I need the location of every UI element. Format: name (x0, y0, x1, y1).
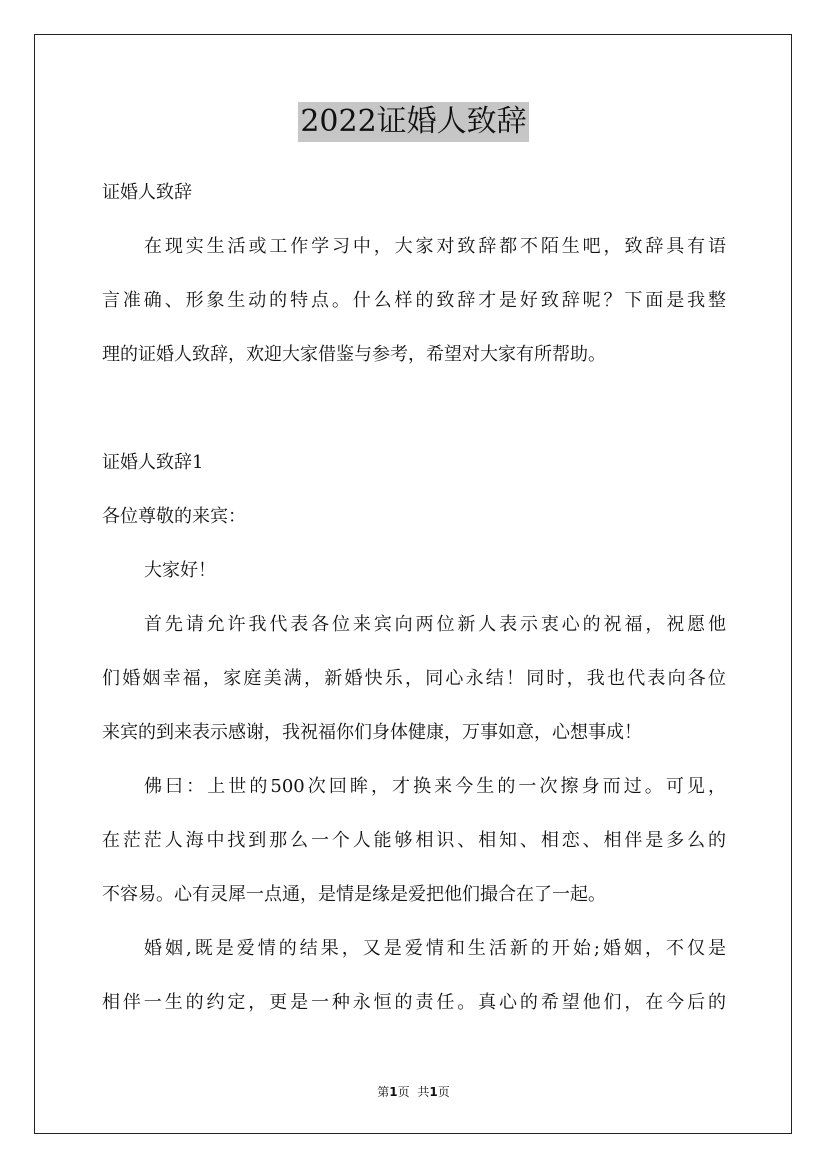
footer-page-suffix: 页 (397, 1085, 410, 1099)
paragraph-line: 言准确、形象生动的特点。什么样的致辞才是好致辞呢？下面是我整 (102, 290, 726, 311)
footer-page-prefix: 第 (377, 1085, 390, 1099)
paragraph-line: 来宾的到来表示感谢，我祝福你们身体健康，万事如意，心想事成！ (102, 722, 642, 743)
paragraph-line: 理的证婚人致辞，欢迎大家借鉴与参考，希望对大家有所帮助。 (102, 344, 606, 365)
paragraph-line: 婚姻,既是爱情的结果，又是爱情和生活新的开始;婚姻，不仅是 (144, 938, 726, 959)
paragraph-line: 们婚姻幸福，家庭美满，新婚快乐，同心永结！同时，我也代表向各位 (102, 668, 726, 689)
paragraph-line: 佛曰：上世的500次回眸，才换来今生的一次擦身而过。可见， (144, 776, 726, 797)
title-container (0, 102, 827, 142)
footer-page-number: 1 (389, 1085, 398, 1099)
footer-total-suffix: 页 (437, 1085, 450, 1099)
blank-line (102, 382, 726, 436)
section-heading: 证婚人致辞 (102, 182, 192, 203)
document-body (102, 166, 726, 1030)
paragraph-line: 相伴一生的约定，更是一种永恒的责任。真心的希望他们，在今后的 (102, 992, 726, 1013)
footer-total-number: 1 (429, 1085, 438, 1099)
salutation: 各位尊敬的来宾： (102, 506, 246, 527)
paragraph-line: 不容易。心有灵犀一点通，是情是缘是爱把他们撮合在了一起。 (102, 884, 606, 905)
footer-total-prefix: 共 (417, 1085, 430, 1099)
section-heading: 证婚人致辞1 (102, 452, 204, 473)
paragraph-line: 在茫茫人海中找到那么一个人能够相识、相知、相恋、相伴是多么的 (102, 830, 726, 851)
paragraph-line: 在现实生活或工作学习中，大家对致辞都不陌生吧，致辞具有语 (144, 236, 726, 257)
page-footer (0, 1083, 827, 1100)
document-title: 2022证婚人致辞 (298, 102, 528, 142)
greeting: 大家好！ (144, 560, 216, 581)
paragraph-line: 首先请允许我代表各位来宾向两位新人表示衷心的祝福，祝愿他 (144, 614, 726, 635)
